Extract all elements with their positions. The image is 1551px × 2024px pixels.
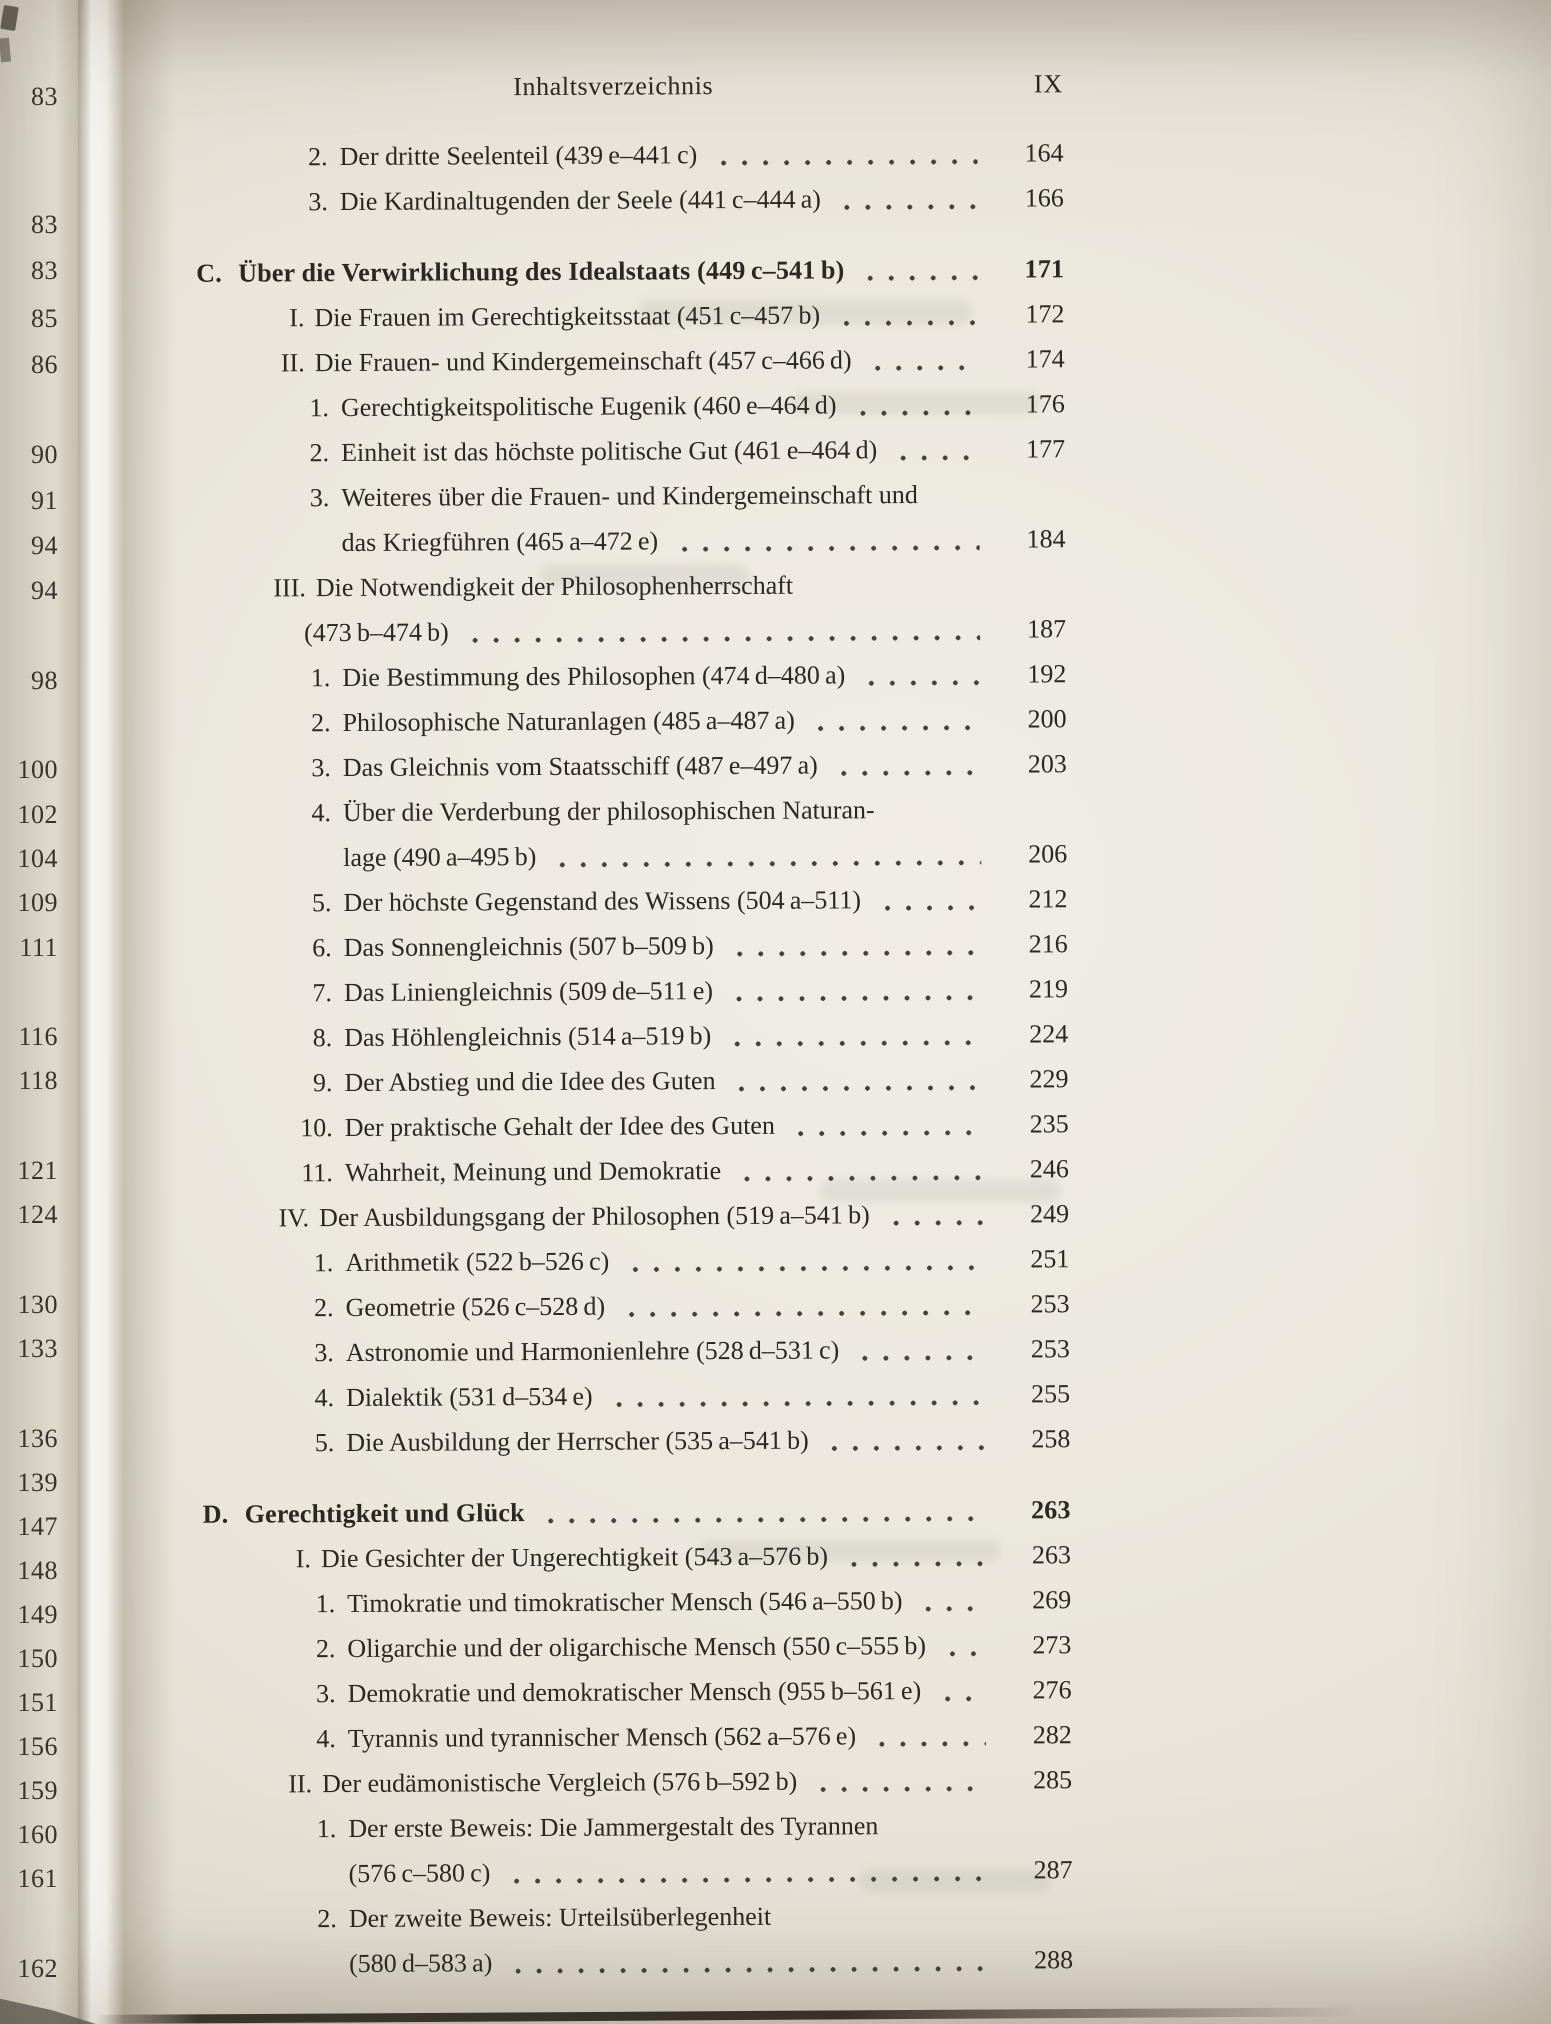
- entry-title: Der praktische Gehalt der Idee des Guten: [344, 1110, 776, 1143]
- entry-title: Der eudämonistische Vergleich (576 b–592 b): [322, 1766, 798, 1799]
- toc-row: [0, 471, 1065, 522]
- entry-page: 276: [1032, 1675, 1072, 1705]
- entry-number: 3.: [314, 1338, 334, 1368]
- entry-page: 216: [1028, 929, 1068, 959]
- entry-page: 172: [1025, 299, 1065, 329]
- photo-artifact: [95, 2007, 1385, 2024]
- facing-page-number: 83: [31, 210, 58, 239]
- entry-title: Die Frauen- und Kindergemeinschaft (457 c–466 d): [314, 345, 852, 378]
- entry-number: 11.: [301, 1158, 333, 1188]
- dot-leader: [608, 1372, 984, 1419]
- entry-number: 3.: [311, 753, 331, 783]
- entry-title: (576 c–580 c): [348, 1858, 491, 1889]
- entry-page: 206: [1028, 839, 1068, 869]
- facing-page-number: 133: [17, 1334, 58, 1363]
- entry-number: 3.: [309, 483, 330, 513]
- entry-title: das Kriegführen (465 a–472 e): [341, 526, 659, 558]
- entry-page: 176: [1025, 389, 1065, 419]
- toc-row: [0, 741, 1067, 792]
- dot-leader: [508, 1938, 987, 1986]
- entry-page: 187: [1026, 614, 1067, 644]
- dot-leader: [737, 1147, 983, 1193]
- entry-page: 229: [1029, 1064, 1069, 1094]
- entry-number: 3.: [316, 1679, 336, 1709]
- entry-number: 3.: [308, 187, 328, 217]
- entry-title: Astronomie und Harmonienlehre (528 d–531 c): [345, 1335, 840, 1368]
- toc-row: [1, 1236, 1069, 1287]
- toc-row: [1, 1146, 1069, 1197]
- dot-leader: [625, 1237, 983, 1284]
- toc-row: [2, 1371, 1070, 1422]
- folio-number: IX: [1033, 69, 1064, 99]
- facing-page-number: 94: [31, 531, 58, 560]
- entry-number: IV.: [278, 1203, 310, 1233]
- entry-title: Das Gleichnis vom Staatsschiff (487 e–497 a): [342, 750, 818, 783]
- toc-row: [0, 696, 1067, 747]
- dot-leader: [852, 382, 979, 428]
- entry-number: 4.: [311, 798, 332, 828]
- dot-leader: [918, 1578, 985, 1623]
- dot-leader: [621, 1282, 984, 1329]
- facing-page-number: 147: [17, 1512, 58, 1541]
- entry-number: 4.: [316, 1724, 336, 1754]
- facing-page-number: 148: [17, 1556, 58, 1585]
- entry-number: 5.: [314, 1428, 335, 1458]
- toc-row: [0, 966, 1068, 1017]
- toc-row: [3, 1487, 1071, 1541]
- entry-page: 253: [1030, 1334, 1070, 1364]
- facing-page-number: 156: [17, 1732, 58, 1761]
- entry-page: 219: [1028, 974, 1069, 1004]
- entry-title: lage (490 a–495 b): [343, 842, 537, 873]
- toc-row: [1, 1191, 1069, 1242]
- entry-title: Die Bestimmung des Philosophen (474 d–480 a): [342, 660, 846, 693]
- entry-title: Die Ausbildung der Herrscher (535 a–541 b): [346, 1425, 809, 1458]
- entry-number: 2.: [308, 142, 328, 172]
- entry-number: 1.: [310, 663, 331, 693]
- entry-title: Der höchste Gegenstand des Wissens (504 a–511): [343, 885, 862, 918]
- entry-title: Der dritte Seelenteil (439 e–441 c): [339, 140, 698, 172]
- entry-page: [995, 786, 1067, 831]
- entry-title: Oligarchie und der oligarchische Mensch (550 c–555 b): [347, 1630, 927, 1664]
- entry-number: 4.: [314, 1383, 335, 1413]
- entry-title: (580 d–583 a): [348, 1948, 493, 1979]
- entry-number: 2.: [315, 1634, 336, 1664]
- entry-number: 2.: [317, 1904, 337, 1934]
- toc-row: [4, 1757, 1072, 1808]
- toc-row: [0, 606, 1066, 657]
- entry-title: Über die Verderbung der philosophischen Naturan-: [342, 795, 875, 828]
- facing-page-number: 86: [31, 350, 58, 379]
- page-title: Inhaltsverzeichnis: [513, 71, 714, 102]
- facing-page-number: 98: [31, 666, 58, 695]
- entry-page: 285: [1033, 1765, 1073, 1795]
- toc-row: [2, 1326, 1070, 1377]
- entry-title: Über die Verwirklichung des Idealstaats (449 c–541 b): [238, 255, 845, 288]
- entry-title: Timokratie und timokratischer Mensch (546 a–550 b): [347, 1586, 903, 1619]
- entry-number: II.: [288, 1769, 313, 1799]
- toc-row: [0, 876, 1068, 927]
- entry-number: 2.: [309, 438, 330, 468]
- dot-leader: [811, 697, 981, 743]
- entry-number: 2.: [314, 1293, 334, 1323]
- entry-page: 288: [1033, 1945, 1074, 1975]
- entry-title: Die Kardinaltugenden der Seele (441 c–444 a): [339, 184, 822, 217]
- toc-row: [2, 1416, 1070, 1467]
- facing-page-number: 161: [17, 1864, 58, 1893]
- toc-row: [0, 336, 1065, 387]
- entry-number: 6.: [312, 933, 332, 963]
- dot-leader: [541, 1488, 985, 1535]
- dot-leader: [893, 427, 979, 472]
- entry-page: 255: [1030, 1379, 1071, 1409]
- toc-row: [3, 1577, 1071, 1628]
- dot-leader: [855, 1327, 984, 1373]
- entry-number: 1.: [309, 393, 329, 423]
- page-header: [0, 69, 1063, 120]
- entry-page: 166: [1024, 183, 1064, 213]
- facing-page-number: 85: [31, 304, 58, 333]
- facing-page-number: 83: [31, 82, 58, 111]
- dot-leader: [861, 652, 980, 698]
- entry-page: 246: [1029, 1154, 1069, 1184]
- toc-row: [3, 1622, 1071, 1673]
- facing-page-number: 159: [17, 1776, 58, 1805]
- toc-row: [5, 1937, 1073, 1988]
- entry-page: 177: [1026, 434, 1066, 464]
- entry-title: Einheit ist das höchste politische Gut (461 e–464 d): [341, 435, 878, 468]
- entry-title: Philosophische Naturanlagen (485 a–487 a): [342, 705, 795, 738]
- entry-page: [993, 471, 1065, 516]
- toc-list: [0, 130, 1073, 1988]
- entry-title: Demokratie und demokratischer Mensch (955 b–561 e): [347, 1676, 922, 1709]
- toc-row: [4, 1667, 1072, 1718]
- facing-page-number: 90: [31, 440, 58, 469]
- entry-page: 164: [1024, 138, 1064, 168]
- dot-leader: [868, 337, 979, 383]
- entry-title: Die Frauen im Gerechtigkeitsstaat (451 c–457 b): [314, 300, 821, 333]
- dot-leader: [731, 1057, 982, 1103]
- facing-page-number: 111: [19, 933, 58, 962]
- entry-number: 1.: [315, 1589, 336, 1619]
- dot-leader: [837, 176, 978, 222]
- entry-number: II.: [280, 348, 305, 378]
- entry-page: 171: [1024, 254, 1065, 284]
- entry-title: Tyrannis und tyrannischer Mensch (562 a–576 e): [347, 1721, 857, 1754]
- entry-title: Der Ausbildungsgang der Philosophen (519 a–541 b): [319, 1200, 870, 1233]
- entry-title: Die Notwendigkeit der Philosophenherrschaft: [315, 570, 794, 603]
- entry-page: 235: [1029, 1109, 1069, 1139]
- facing-page-number: 94: [31, 576, 58, 605]
- entry-page: 184: [1026, 524, 1066, 554]
- entry-title: Das Höhlengleichnis (514 a–519 b): [344, 1021, 712, 1053]
- entry-number: 1.: [316, 1814, 337, 1844]
- entry-page: 269: [1032, 1585, 1072, 1615]
- toc-row: [0, 786, 1067, 837]
- entry-title: Das Liniengleichnis (509 de–511 e): [343, 976, 714, 1008]
- dot-leader: [674, 517, 980, 564]
- facing-page-number: 124: [17, 1200, 58, 1229]
- dot-leader: [552, 832, 981, 879]
- entry-page: [1001, 1892, 1073, 1937]
- entry-page: 282: [1032, 1720, 1072, 1750]
- entry-number: 7.: [312, 978, 333, 1008]
- entry-page: 253: [1030, 1289, 1070, 1319]
- entry-page: 263: [1031, 1540, 1071, 1570]
- entry-title: Geometrie (526 c–528 d): [345, 1291, 606, 1323]
- toc-row: [4, 1802, 1072, 1853]
- entry-title: (473 b–474 b): [303, 617, 449, 648]
- entry-title: Dialektik (531 d–534 e): [346, 1381, 593, 1413]
- facing-page-number: 109: [17, 888, 58, 917]
- facing-page-number: 139: [17, 1468, 58, 1497]
- entry-title: Weiteres über die Frauen- und Kindergemeinschaft und: [341, 480, 918, 513]
- facing-page-number: 121: [17, 1156, 58, 1185]
- dot-leader: [937, 1668, 986, 1713]
- dot-leader: [872, 1713, 986, 1759]
- toc-row: [0, 1056, 1068, 1107]
- entry-number: 2.: [310, 708, 331, 738]
- toc-row: [4, 1847, 1072, 1898]
- entry-page: 174: [1025, 344, 1065, 374]
- dot-leader: [877, 877, 982, 923]
- toc-row: [0, 175, 1064, 226]
- dot-leader: [825, 1417, 985, 1463]
- entry-title: Arithmetik (522 b–526 c): [345, 1246, 610, 1278]
- entry-page: 263: [1030, 1495, 1071, 1525]
- dot-leader: [730, 922, 982, 968]
- dot-leader: [506, 1848, 986, 1896]
- entry-page: 287: [1033, 1855, 1073, 1885]
- facing-page-number: 149: [17, 1600, 58, 1629]
- toc-row: [0, 561, 1066, 612]
- facing-page-number: 91: [31, 486, 58, 515]
- toc-row: [0, 291, 1065, 342]
- entry-number: C.: [196, 258, 222, 288]
- toc-row: [1, 1281, 1069, 1332]
- entry-number: I.: [295, 1544, 311, 1574]
- facing-page-number: 83: [31, 256, 58, 285]
- dot-leader: [942, 1623, 986, 1668]
- entry-page: 249: [1030, 1199, 1070, 1229]
- entry-page: 273: [1032, 1630, 1072, 1660]
- entry-page: 192: [1027, 659, 1067, 689]
- entry-number: 1.: [313, 1248, 334, 1278]
- toc-row: [0, 921, 1068, 972]
- dot-leader: [836, 292, 979, 338]
- entry-number: 9.: [312, 1068, 333, 1098]
- entry-number: III.: [273, 573, 306, 603]
- dot-leader: [713, 131, 978, 177]
- entry-number: D.: [202, 1499, 229, 1529]
- facing-page-number: 136: [17, 1424, 58, 1453]
- facing-page-number: 100: [17, 755, 58, 784]
- facing-page-number: 150: [17, 1644, 58, 1673]
- toc-row: [3, 1532, 1071, 1583]
- entry-title: Gerechtigkeit und Glück: [244, 1498, 525, 1529]
- entry-title: Die Gesichter der Ungerechtigkeit (543 a–576 b): [320, 1541, 829, 1574]
- toc-row: [1, 1101, 1069, 1152]
- entry-title: Der erste Beweis: Die Jammergestalt des Tyrannen: [348, 1811, 879, 1844]
- entry-number: 10.: [300, 1113, 333, 1143]
- entry-title: Gerechtigkeitspolitische Eugenik (460 e–464 d): [340, 390, 837, 423]
- facing-page-number: 116: [18, 1022, 58, 1051]
- dot-leader: [729, 967, 982, 1013]
- facing-page-number: 118: [18, 1066, 58, 1095]
- entry-number: 8.: [312, 1023, 333, 1053]
- dot-leader: [813, 1758, 986, 1804]
- entry-page: 224: [1029, 1019, 1069, 1049]
- toc-row: [0, 381, 1065, 432]
- toc-row: [0, 1011, 1068, 1062]
- toc-row: [0, 246, 1064, 297]
- dot-leader: [465, 607, 980, 655]
- facing-page-number: 160: [17, 1820, 58, 1849]
- dot-leader: [860, 247, 978, 293]
- dot-leader: [727, 1012, 982, 1058]
- entry-page: 203: [1027, 749, 1067, 779]
- dot-leader: [886, 1192, 984, 1238]
- toc-row: [0, 426, 1065, 477]
- entry-page: 200: [1027, 704, 1067, 734]
- entry-number: 5.: [311, 888, 332, 918]
- toc-row: [0, 831, 1067, 882]
- toc-row: [4, 1712, 1072, 1763]
- facing-page-number: 162: [17, 1954, 58, 1983]
- dot-leader: [844, 1533, 985, 1579]
- toc-row: [0, 130, 1064, 181]
- entry-page: [994, 561, 1066, 606]
- entry-title: Der zweite Beweis: Urteilsüberlegenheit: [348, 1901, 772, 1934]
- entry-number: I.: [289, 303, 305, 333]
- entry-title: Der Abstieg und die Idee des Guten: [344, 1066, 716, 1098]
- dot-leader: [791, 1102, 983, 1148]
- toc-row: [5, 1892, 1073, 1943]
- facing-page-number: 151: [17, 1688, 58, 1717]
- entry-page: [1000, 1802, 1072, 1847]
- facing-page-number: 104: [17, 844, 58, 873]
- facing-page-number: 130: [17, 1290, 58, 1319]
- dot-leader: [834, 742, 981, 788]
- entry-page: 212: [1028, 884, 1068, 914]
- entry-page: 258: [1031, 1424, 1071, 1454]
- entry-title: Das Sonnengleichnis (507 b–509 b): [343, 931, 714, 963]
- entry-title: Wahrheit, Meinung und Demokratie: [344, 1156, 722, 1188]
- entry-page: 251: [1030, 1244, 1070, 1274]
- toc-row: [0, 651, 1066, 702]
- toc-row: [0, 516, 1066, 567]
- facing-page-number: 102: [17, 800, 58, 829]
